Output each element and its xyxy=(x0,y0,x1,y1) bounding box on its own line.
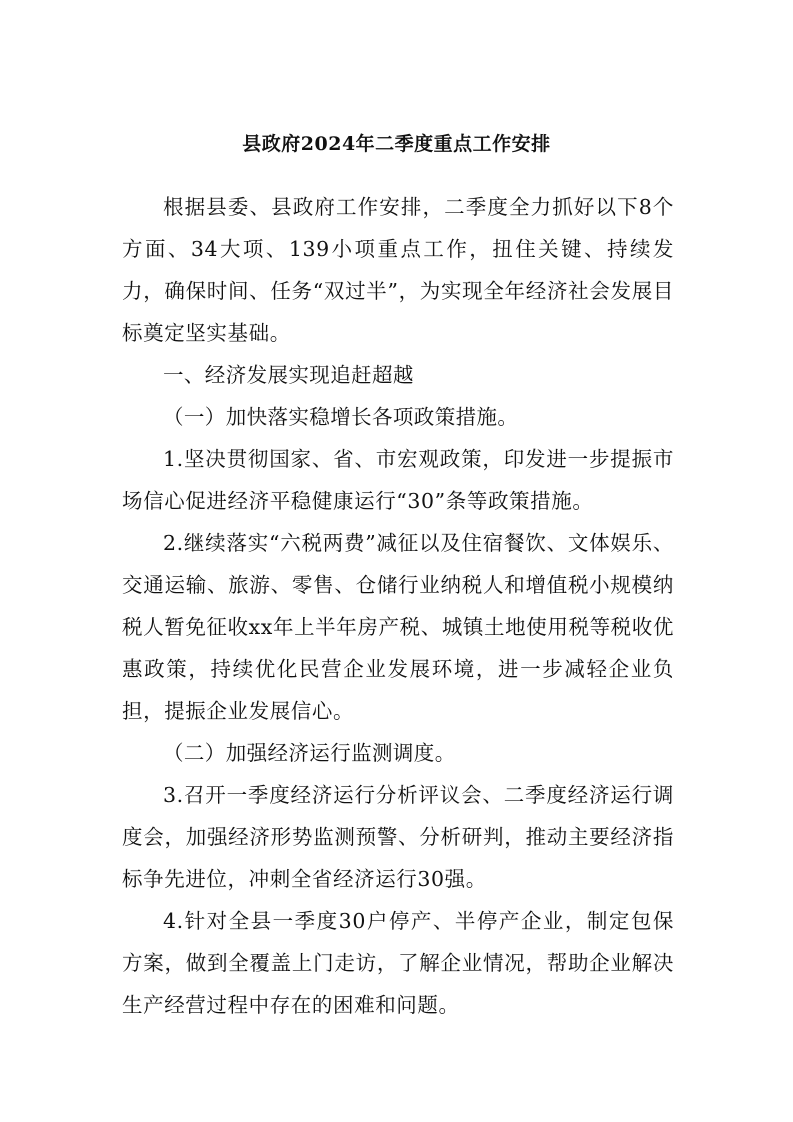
item-paragraph-2: 2.继续落实“六税两费”减征以及住宿餐饮、文体娱乐、交通运输、旅游、零售、仓储行业纳税人和增值税小规模纳税人暂免征收xx年上半年房产税、城镇土地使用税等税收优惠政策，持续优化民营企业发展环境，进一步减轻企业负担，提振企业发展信心。 xyxy=(122,531,674,723)
intro-paragraph: 根据县委、县政府工作安排，二季度全力抓好以下8个方面、34大项、139小项重点工作，扭住关键、持续发力，确保时间、任务“双过半”，为实现全年经济社会发展目标奠定坚实基础。 xyxy=(122,195,674,345)
subsection-heading-2: （二）加强经济运行监测调度。 xyxy=(163,741,456,765)
document-body xyxy=(122,186,674,1026)
item-paragraph-1: 1.坚决贯彻国家、省、市宏观政策，印发进一步提振市场信心促进经济平稳健康运行“30”条等政策措施。 xyxy=(122,447,674,513)
item-paragraph-4: 4.针对全县一季度30户停产、半停产企业，制定包保方案，做到全覆盖上门走访，了解企业情况，帮助企业解决生产经营过程中存在的困难和问题。 xyxy=(122,909,674,1017)
item-paragraph-3: 3.召开一季度经济运行分析评议会、二季度经济运行调度会，加强经济形势监测预警、分析研判，推动主要经济指标争先进位，冲刺全省经济运行30强。 xyxy=(122,783,674,891)
section-heading-1: 一、经济发展实现追赶超越 xyxy=(163,363,414,387)
subsection-heading-1: （一）加快落实稳增长各项政策措施。 xyxy=(163,405,519,429)
document-title: 县政府2024年二季度重点工作安排 xyxy=(242,133,551,155)
